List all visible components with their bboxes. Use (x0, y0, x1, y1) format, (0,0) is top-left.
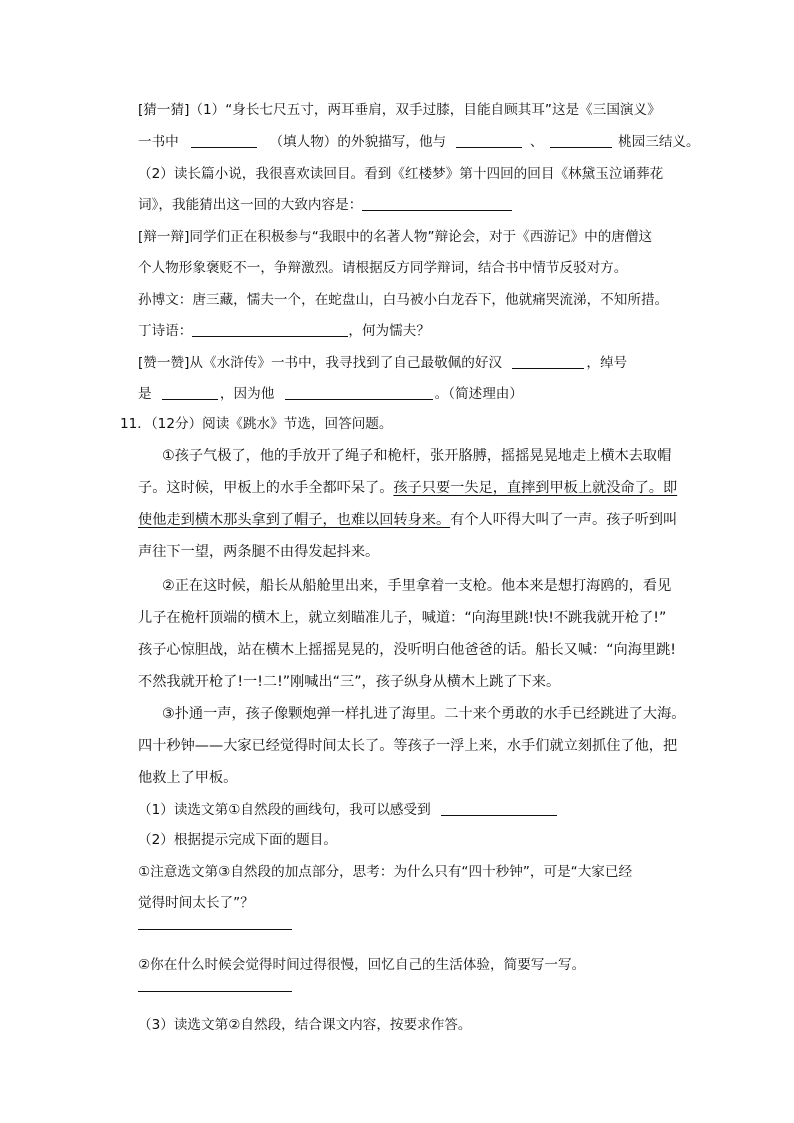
passage-para3-line-1: ③扑通一声，孩子像颗炮弹一样扎进了海里。二十来个勇敢的水手已经跳进了大海。 (162, 706, 686, 722)
answer-line-item-1[interactable] (138, 929, 292, 930)
answer-blank-nickname[interactable] (162, 385, 218, 400)
praise-text-d: ，因为他 (219, 386, 275, 402)
passage-para2-line-1: ②正在这时候，船长从船舱里出来，手里拿着一支枪。他本来是想打海鸥的，看见 (162, 578, 672, 594)
answer-blank-brother-2[interactable] (550, 133, 612, 148)
sub-question-2-item-1-line-2: 觉得时间太长了”？ (138, 895, 254, 911)
answer-blank-brother-1[interactable] (456, 133, 522, 148)
debate-line-1: [辩一辩]同学们正在积极参与“我眼中的名著人物”辩论会，对于《西游记》中的唐僧这 (138, 229, 653, 245)
praise-line-1 (138, 353, 658, 373)
answer-blank-character[interactable] (191, 133, 257, 148)
answer-line-item-2[interactable] (138, 991, 292, 992)
praise-line-2 (138, 384, 658, 404)
debate-ding-statement (138, 321, 658, 341)
para1-plain-text-2: 有个人吓得大叫了一声。孩子听到叫 (450, 512, 678, 528)
guess-text-d: 桃园三结义。 (618, 134, 700, 150)
debate-line-2: 个人物形象褒贬不一，争辩激烈。请根据反方同学辩词，结合书中情节反驳对方。 (138, 260, 628, 276)
guess-text-a: 一书中 (138, 134, 179, 150)
guess-text-c: 、 (529, 134, 544, 150)
guess-part2-line-1: （2）读长篇小说，我很喜欢读回目。看到《红楼梦》第十四回的回目《林黛玉泣诵葬花 (138, 166, 664, 182)
answer-blank-rebuttal[interactable] (192, 322, 348, 337)
sub-question-2-item-1-line-1: ①注意选文第③自然段的加点部分，思考：为什么只有“四十秒钟”，可是“大家已经 (138, 864, 633, 880)
sub-question-1 (138, 800, 658, 820)
guess-part2-line-2 (138, 195, 658, 215)
passage-para3-line-3: 他救上了甲板。 (138, 770, 238, 786)
ding-text: ，何为懦夫？ (348, 323, 430, 339)
answer-blank-reason[interactable] (285, 385, 433, 400)
sub-question-1-text: （1）读选文第①自然段的画线句，我可以感受到 (138, 802, 431, 818)
answer-blank-feeling[interactable] (441, 801, 557, 816)
praise-text-e: 。（简述理由） (434, 386, 523, 402)
underlined-sentence-part-1: 孩子只要一失足，直摔到甲板上就没命了。即 (393, 480, 678, 496)
guess-part2-text: 词》，我能猜出这一回的大致内容是： (138, 197, 363, 213)
praise-text-a: [赞一赞]从《水浒传》一书中，我寻找到了自己最敬佩的好汉 (138, 355, 503, 371)
passage-para2-line-2: 儿子在桅杆顶端的横木上，就立刻瞄准儿子，喊道：“向海里跳!快!不跳我就开枪了!” (138, 610, 667, 626)
passage-para1-line-1: ①孩子气极了，他的手放开了绳子和桅杆，张开胳膊，摇摇晃晃地走上横木去取帽 (162, 448, 672, 464)
passage-para1-line-2 (138, 478, 678, 498)
sub-question-3: （3）读选文第②自然段，结合课文内容，按要求作答。 (138, 1017, 472, 1033)
passage-para1-line-3 (138, 510, 678, 530)
guess-line-1: [猜一猜]（1）“身长七尺五寸，两耳垂肩，双手过膝，目能自顾其耳”这是《三国演义》 (138, 102, 661, 118)
ding-label: 丁诗语： (138, 323, 193, 339)
answer-blank-chapter-content[interactable] (362, 196, 512, 211)
answer-blank-hero[interactable] (512, 354, 584, 369)
praise-text-b: ，绰号 (586, 355, 628, 371)
praise-text-c: 是 (138, 386, 152, 402)
passage-para2-line-3: 孩子心惊胆战，站在横木上摇摇晃晃的，没听明白他爸爸的话。船长又喊：“向海里跳! (138, 642, 676, 658)
sub-question-2: （2）根据提示完成下面的题目。 (138, 832, 337, 848)
passage-para2-line-4: 不然我就开枪了!一!二!”刚喊出“三”，孩子纵身从横木上跳了下来。 (138, 674, 561, 690)
guess-line-2 (138, 132, 700, 152)
underlined-sentence-part-2: 使他走到横木那头拿到了帽子，也难以回转身来。 (138, 512, 451, 528)
debate-sun-statement: 孙博文：唐三藏，懦夫一个，在蛇盘山，白马被小白龙吞下，他就痛哭流涕，不知所措。 (138, 292, 669, 308)
question-11-header: 11．（12分）阅读《跳水》节选，回答问题。 (120, 416, 393, 432)
passage-para3-line-2: 四十秒钟——大家已经觉得时间太长了。等孩子一浮上来，水手们就立刻抓住了他，把 (138, 738, 678, 754)
sub-question-2-item-2: ②你在什么时候会觉得时间过得很慢，回忆自己的生活体验，简要写一写。 (138, 957, 586, 973)
guess-text-b: （填人物）的外貌描写，他与 (269, 134, 447, 150)
passage-para1-line-4: 声往下一望，两条腿不由得发起抖来。 (138, 544, 380, 560)
para1-plain-text: 子。这时候，甲板上的水手全都吓呆了。 (138, 480, 394, 496)
